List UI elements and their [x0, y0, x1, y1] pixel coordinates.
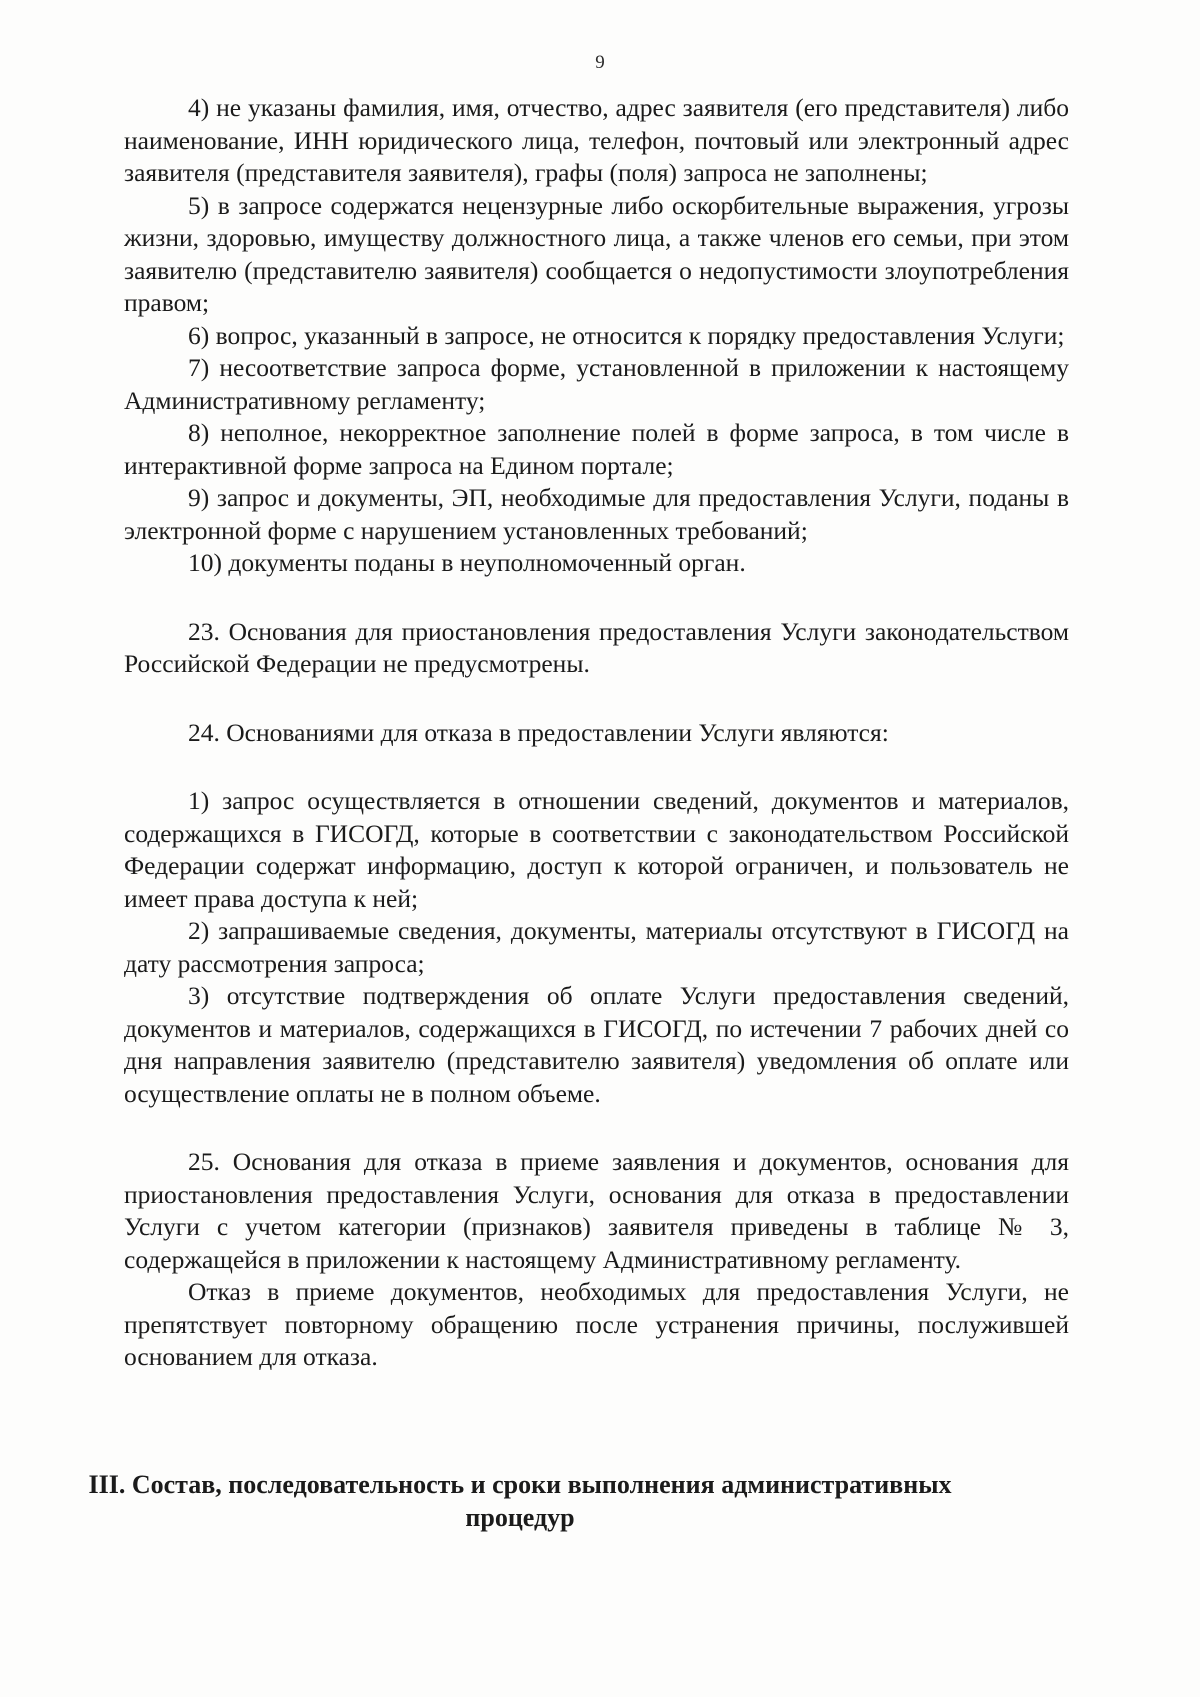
paragraph-24-item-3: 3) отсутствие подтверждения об оплате Услуги предоставления сведений, документов и материалов, содержащихся в ГИСОГД, по истечении 7 рабочих дней со дня направления заявителю (представителю заявителя) уведомления об оплате или осуществление оплаты не в полном объеме.: [124, 981, 1069, 1108]
paragraph-24: 24. Основаниями для отказа в предоставлении Услуги являются:: [188, 717, 889, 747]
spacer: [124, 580, 1069, 616]
paragraph-24-item-1: 1) запрос осуществляется в отношении сведений, документов и материалов, содержащихся в ГИСОГД, которые в соответствии с законодательством Российской Федерации содержат информацию, доступ к которой ограничен, и пользователь не имеет права доступа к ней;: [124, 786, 1069, 913]
section-title: III. Состав, последовательность и сроки выполнения административных процедур: [88, 1470, 952, 1532]
text-block: [124, 92, 1069, 1374]
paragraph-25-refusal: Отказ в приеме документов, необходимых для предоставления Услуги, не препятствует повторному обращению после устранения причины, послужившей основанием для отказа.: [124, 1277, 1069, 1371]
paragraph-23: 23. Основания для приостановления предоставления Услуги законодательством Российской Федерации не предусмотрены.: [124, 616, 1069, 678]
paragraph-25: 25. Основания для отказа в приеме заявления и документов, основания для приостановления предоставления Услуги, основания для отказа в предоставлении Услуги с учетом категории (признаков) заявителя приведены в таблице № 3, содержащейся в приложении к настоящему Административному регламенту.: [124, 1147, 1069, 1274]
paragraph-item-10: 10) документы поданы в неуполномоченный орган.: [188, 548, 746, 577]
spacer: [124, 749, 1069, 785]
paragraph-item-6: 6) вопрос, указанный в запросе, не относится к порядку предоставления Услуги;: [188, 320, 1065, 350]
paragraph-item-5: 5) в запросе содержатся нецензурные либо оскорбительные выражения, угрозы жизни, здоровью, имуществу должностного лица, а также членов его семьи, при этом заявителю (представителю заявителя) сообщается о недопустимости злоупотребления правом;: [124, 190, 1069, 317]
page-number: 9: [595, 52, 605, 73]
paragraph-item-9: 9) запрос и документы, ЭП, необходимые для предоставления Услуги, поданы в электронной форме с нарушением установленных требований;: [124, 483, 1069, 545]
spacer: [124, 681, 1069, 717]
paragraph-item-7: 7) несоответствие запроса форме, установленной в приложении к настоящему Административному регламенту;: [124, 353, 1069, 415]
spacer: [124, 1110, 1069, 1146]
paragraph-item-4: 4) не указаны фамилия, имя, отчество, адрес заявителя (его представителя) либо наименование, ИНН юридического лица, телефон, почтовый или электронный адрес заявителя (представителя заявителя), графы (поля) запроса не заполнены;: [124, 93, 1069, 187]
paragraph-24-item-2: 2) запрашиваемые сведения, документы, материалы отсутствуют в ГИСОГД на дату рассмотрения запроса;: [124, 916, 1069, 978]
paragraph-item-8: 8) неполное, некорректное заполнение полей в форме запроса, в том числе в интерактивной форме запроса на Едином портале;: [124, 418, 1069, 480]
